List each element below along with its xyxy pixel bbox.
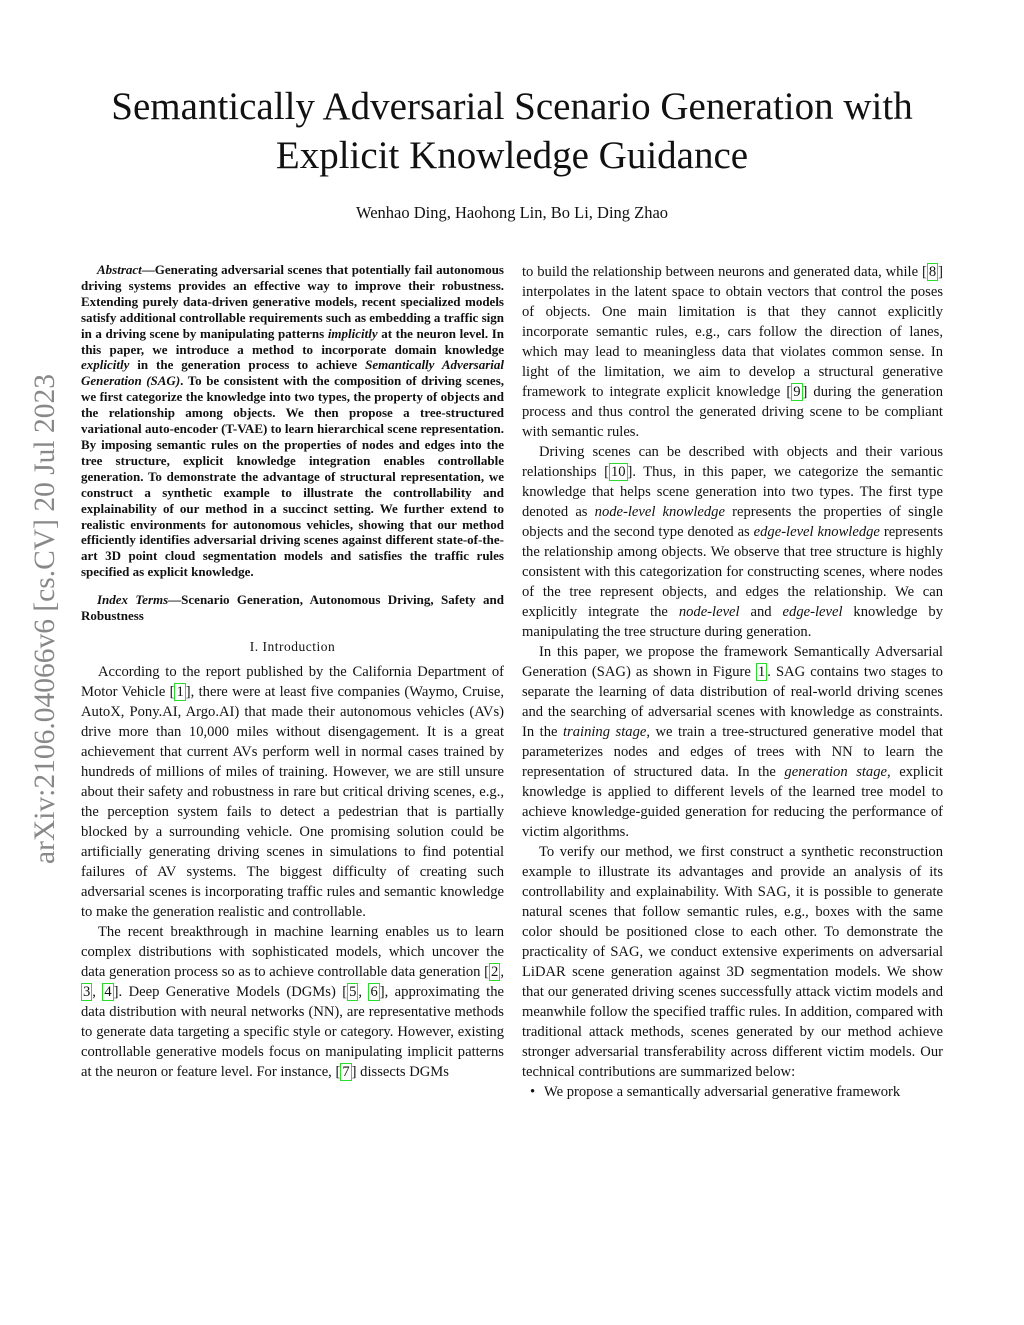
paragraph-text: dissects DGMs — [356, 1063, 449, 1080]
arxiv-stamp[interactable]: arXiv:2106.04066v6 [cs.CV] 20 Jul 2023 — [29, 374, 61, 864]
paragraph-text: , explicit knowledge is applied to different levels of the learned tree model to achieve knowledge-guided generation for reducing the performance of victim algorithms. — [522, 764, 943, 840]
paragraph-text: The recent breakthrough in machine learning enables us to learn complex distributions with sophisticated models, which uncover the data generation process so as to achieve controllable data generation — [81, 923, 504, 980]
intro-paragraph: To verify our method, we first construct a synthetic reconstruction example to illustrate its advantages and provide an analysis of its controllability and explainability. With SAG, it is possible to generate natural scenes that follow semantic rules, e.g., boxes with the same color should be positioned close to each other. To demonstrate the practicality of SAG, we conduct extensive experiments on adversarial LiDAR scene generation against 3D segmentation models. We show that our generated driving scenes successfully attack victim models and meanwhile follow the specified traffic rules. In addition, compared with traditional attack methods, scenes generated by our method achieve stronger adversarial transferability across different victim models. Our technical contributions are summarized below: — [522, 844, 943, 1080]
section-heading: I. Introduction — [249, 638, 336, 654]
emphasis-text: generation stage — [784, 764, 888, 780]
citation-link[interactable]: 9 — [793, 384, 801, 400]
paragraph-text: In this paper, we propose the framework Semantically Adversarial Generation (SAG) as shown in Figure — [522, 644, 943, 680]
paragraph-text: knowledge by manipulating the tree structure during generation. — [522, 604, 943, 640]
index-terms-text: —Scenario Generation, Autonomous Driving, Safety and Robustness — [81, 592, 504, 624]
title-line-1: Semantically Adversarial Scenario Generation with — [111, 85, 913, 128]
paragraph-text: . Thus, in this paper, we categorize the semantic knowledge that helps scene generation into two types. The first type denoted as — [522, 464, 943, 520]
emphasis-text: node-level knowledge — [594, 504, 725, 520]
paragraph-text: , there were at least five companies (Waymo, Cruise, AutoX, Pony.AI, Argo.AI) that made their autonomous vehicles (AVs) drive more than 10,000 miles without disengagement. It is a great achievement that current AVs perform well in normal cases trained by hundreds of millions of miles of training. However, we are still unsure about their safety and robustness in rare but critical driving scenes, e.g., the perception system fails to detect a pedestrian that is partially blocked by a surrounding vehicle. One promising solution could be artificially generating driving scenes in simulations to find potential failures of AV systems. The biggest difficulty of creating such adversarial scenes is incorporating traffic rules and semantic knowledge to make the generation realistic and controllable. — [81, 683, 504, 920]
paragraph-text: during the generation process and thus control the generated driving scene to be compliant with semantic rules. — [522, 384, 944, 440]
left-column — [81, 262, 504, 1082]
paragraph-text: represents the relationship among objects. We observe that tree structure is highly consistent with this categorization for constructing scenes, where nodes of the tree represent objects, and edges the relationship. We can explicitly integrate the — [522, 524, 943, 620]
paragraph-text: Driving scenes can be described with objects and their various relationships — [522, 444, 943, 480]
paragraph-text: According to the report published by the California Department of Motor Vehicle — [81, 663, 504, 700]
paragraph-text: , we train a tree-structured generative model that parameterizes nodes and edges of trees with NN to learn the representation of structured data. In the — [522, 724, 943, 780]
paragraph-text: and — [739, 604, 783, 620]
citation-link[interactable]: 4 — [104, 983, 112, 1000]
index-terms — [81, 592, 504, 624]
abstract-label: Abstract — [97, 262, 142, 277]
abstract — [81, 262, 504, 580]
citation-link[interactable]: 2 — [491, 963, 499, 980]
citation-link[interactable]: 6 — [370, 983, 378, 1000]
abstract-text: . To be consistent with the composition of driving scenes, we first categorize the knowledge into two types, the property of objects and the relationship among objects. We then propose a tree-structured variational auto-encoder (T-VAE) to learn hierarchical scene representation. By imposing semantic rules on the properties of nodes and edges into the tree structure, explicit knowledge integration enables controllable generation. To demonstrate the advantage of structural representation, we construct a synthetic example to illustrate the controllability and explainability of our method in a succinct setting. We further extend to realistic environments for autonomous vehicles, showing that our method efficiently identifies adversarial driving scenes against different state-of-the-art 3D point cloud segmentation models and satisfies the traffic rules specified as explicit knowledge. — [81, 373, 504, 580]
paragraph-text: . SAG contains two stages to separate the learning of data distribution of real-world driving scenes and the searching of adversarial scenes with knowledge as constraints. In the — [522, 664, 943, 740]
contribution-bullet: • We propose a semantically adversarial generative framework — [522, 1082, 943, 1102]
citation-link[interactable]: 1 — [176, 683, 184, 700]
citation-link[interactable]: 8 — [928, 264, 937, 280]
abstract-emphasis: Semantically Adversarial Generation (SAG) — [81, 357, 504, 389]
emphasis-text: node-level — [678, 604, 740, 620]
index-terms-label: Index Terms — [97, 592, 169, 608]
paragraph-text: represents the properties of single objects and the second type denoted as — [522, 504, 944, 540]
emphasis-text: edge-level knowledge — [753, 524, 880, 540]
paragraph-text: to build the relationship between neurons and generated data, while — [522, 264, 922, 280]
paragraph-text: interpolates in the latent space to obtain vectors that control the poses of objects. One main limitation is that they cannot explicitly incorporate semantic rules, e.g., cars follow the direction of lanes, which may lead to meaningless data that violates common sense. In light of the limitation, we aim to develop a structural generative framework to integrate explicit knowledge — [522, 284, 943, 400]
title-line-2: Explicit Knowledge Guidance — [275, 134, 749, 177]
intro-paragraph: According to the report published by the California Department of Motor Vehicle [ 1 ], there were at least five companies (Waymo, Cruise, AutoX, Pony.AI, Argo.AI) that made their autonomous vehicles (AVs) drive more than 10,000 miles without disengagement. It is a great achievement that current AVs perform well in normal cases trained by hundreds of millions of miles of training. However, we are still unsure about their safety and robustness in rare but critical driving scenes, e.g., the perception system fails to detect a pedestrian that is partially blocked by a surrounding vehicle. One promising solution could be artificially generating driving scenes in simulations to find potential failures of AV systems. The biggest difficulty of creating such adversarial scenes is incorporating traffic rules and semantic knowledge to make the generation realistic and controllable. — [81, 663, 504, 920]
right-column — [522, 262, 943, 1102]
abstract-text: —Generating adversarial scenes that potentially fail autonomous driving systems provides an effective way to improve their robustness. Extending purely data-driven generative models, recent specialized models satisfy additional controllable requirements such as embedding a traffic sign in a driving scene by manipulating patterns — [81, 262, 504, 341]
author-list: Wenhao Ding, Haohong Lin, Bo Li, Ding Zhao — [355, 203, 669, 222]
emphasis-text: training stage — [563, 724, 647, 740]
abstract-text: in the generation process to achieve — [129, 357, 366, 373]
citation-link[interactable]: 7 — [342, 1063, 350, 1080]
citation-link[interactable]: 10 — [610, 464, 626, 480]
citation-link[interactable]: 5 — [349, 983, 357, 1000]
abstract-emphasis: explicitly — [81, 357, 130, 373]
abstract-text: at the neuron level. In this paper, we introduce a method to incorporate domain knowledge — [81, 325, 504, 357]
abstract-emphasis: implicitly — [327, 325, 378, 341]
intro-paragraph — [522, 642, 943, 842]
intro-paragraph: Driving scenes can be described with objects and their various relationships [ 10 ]. Thus, in this paper, we categorize the semantic knowledge that helps scene generation into two types. The first type denoted as node-level knowledge represents the properties of single objects and the second type denoted as edge-level knowledge represents the relationship among objects. We observe that tree structure is highly consistent with this categorization for constructing scenes, where nodes of the tree represent objects, and edges the relationship. We can explicitly integrate the node-level and edge-level knowledge by manipulating the tree structure during generation. — [522, 444, 944, 640]
paragraph-text: . Deep Generative Models (DGMs) — [118, 983, 343, 1000]
intro-paragraph: The recent breakthrough in machine learning enables us to learn complex distributions with sophisticated models, which uncover the data generation process so as to achieve controllable data generation [ 2 , 3 , 4 ]. Deep Generative Models (DGMs) [ 5 , 6 ], approximating the data distribution with neural networks (NN), are representative methods to generate data targeting a specific style or category. However, existing controllable generative models focus on manipulating implicit patterns at the neuron or feature level. For instance, [ 7 ] dissects DGMs — [81, 923, 505, 1080]
paragraph-text: , approximating the data distribution with neural networks (NN), are representative methods to generate data targeting a specific style or category. However, existing controllable generative models focus on manipulating implicit patterns at the neuron or feature level. For instance, — [81, 983, 505, 1080]
intro-paragraph: to build the relationship between neurons and generated data, while [ 8 ] interpolates in the latent space to obtain vectors that control the poses of objects. One main limitation is that they cannot explicitly incorporate semantic rules, e.g., cars follow the direction of lanes, which may lead to meaningless data that violates common sense. In light of the limitation, we aim to develop a structural generative framework to integrate explicit knowledge [ 9 ] during the generation process and thus control the generated driving scene to be compliant with semantic rules. — [522, 264, 944, 440]
emphasis-text: edge-level — [782, 604, 843, 620]
figure-link[interactable]: 1 — [757, 664, 766, 680]
citation-link[interactable]: 3 — [83, 983, 91, 1000]
paper-title — [60, 82, 964, 180]
